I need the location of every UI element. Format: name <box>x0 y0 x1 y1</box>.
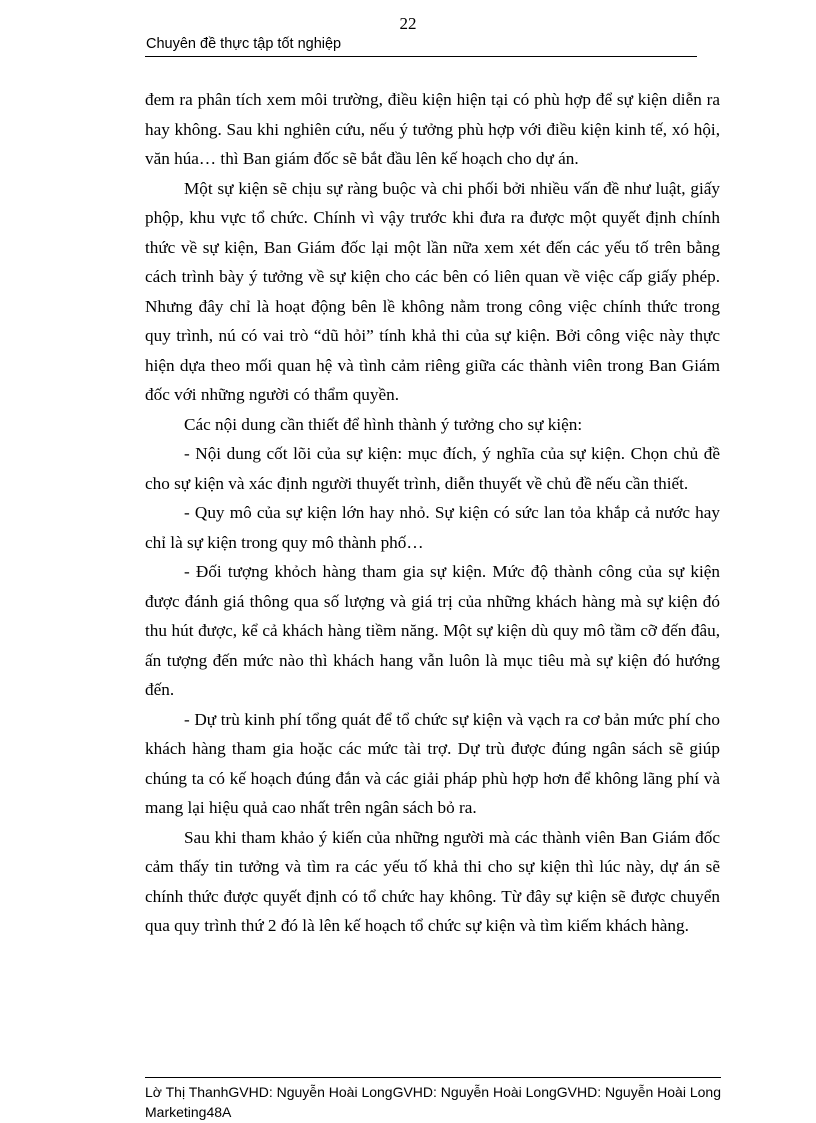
header-title: Chuyên đề thực tập tốt nghiệp <box>146 36 342 52</box>
bullet-audience: - Đối tượng khỏch hàng tham gia sự kiện. Mức độ thành công của sự kiện được đánh giá thông qua số lượng và giá trị của những khách hàng mà sự kiện đó thu hút được, kể cả khách hàng tiềm năng. Một sự kiện dù quy mô tầm cỡ đến đâu, ấn tượng đến mức nào thì khách hang vẫn luôn là mục tiêu mà sự kiện đó hướng đến. <box>145 562 720 699</box>
bullet-scale: - Quy mô của sự kiện lớn hay nhỏ. Sự kiện có sức lan tỏa khắp cả nước hay chỉ là sự kiện trong quy mô thành phố… <box>145 503 720 552</box>
page-number: 22 <box>399 14 417 33</box>
footer-divider <box>145 1077 721 1078</box>
paragraph-conclusion: Sau khi tham khảo ý kiến của những người mà các thành viên Ban Giám đốc cảm thấy tin tưởng và tìm ra các yếu tố khả thi cho sự kiện thì lúc này, dự án sẽ chính thức được quyết định có tổ chức hay không. Từ đây sự kiện sẽ được chuyển qua quy trình thứ 2 đó là lên kế hoạch tổ chức sự kiện và tìm kiếm khách hàng. <box>145 827 720 935</box>
document-body <box>145 85 720 941</box>
header-divider <box>145 56 697 57</box>
bullet-budget: - Dự trù kinh phí tổng quát để tổ chức sự kiện và vạch ra cơ bản mức phí cho khách hàng tham gia hoặc các mức tài trợ. Dự trù được đúng ngân sách sẽ giúp chúng ta có kế hoạch đúng đắn và các giải pháp phù hợp hơn để không lãng phí và mang lại hiệu quả cao nhất trên ngân sách bỏ ra. <box>145 709 720 817</box>
paragraph-1: đem ra phân tích xem môi trường, điều kiện hiện tại có phù hợp để sự kiện diễn ra hay không. Sau khi nghiên cứu, nếu ý tưởng phù hợp với điều kiện kinh tế, xó hội, văn húa… thì Ban giám đốc sẽ bắt đầu lên kế hoạch cho dự án. <box>145 90 720 168</box>
footer-author-line: Lờ Thị ThanhGVHD: Nguyễn Hoài LongGVHD: Nguyễn Hoài LongGVHD: Nguyễn Hoài Long <box>145 1084 721 1100</box>
paragraph-2: Một sự kiện sẽ chịu sự ràng buộc và chi phối bởi nhiều vấn đề như luật, giấy phộp, khu vực tổ chức. Chính vì vậy trước khi đưa ra được một quyết định chính thức về sự kiện, Ban Giám đốc lại một lần nữa xem xét đến các yếu tố trên bằng cách trình bày ý tưởng về sự kiện cho các bên có liên quan về việc cấp giấy phép. Nhưng đây chỉ là hoạt động bên lề không nằm trong công việc chính thức trong quy trình, nú có vai trò “dũ hỏi” tính khả thi của sự kiện. Bởi công việc này thực hiện dựa theo mối quan hệ và tình cảm riêng giữa các thành viên trong Ban Giám đốc với những người có thẩm quyền. <box>145 178 720 404</box>
footer-class-line: Marketing48A <box>145 1104 232 1120</box>
bullet-core-content: - Nội dung cốt lõi của sự kiện: mục đích, ý nghĩa của sự kiện. Chọn chủ đề cho sự kiện và xác định người thuyết trình, diễn thuyết về chủ đề nếu cần thiết. <box>145 444 720 493</box>
paragraph-3: Các nội dung cần thiết để hình thành ý tưởng cho sự kiện: <box>184 414 583 434</box>
